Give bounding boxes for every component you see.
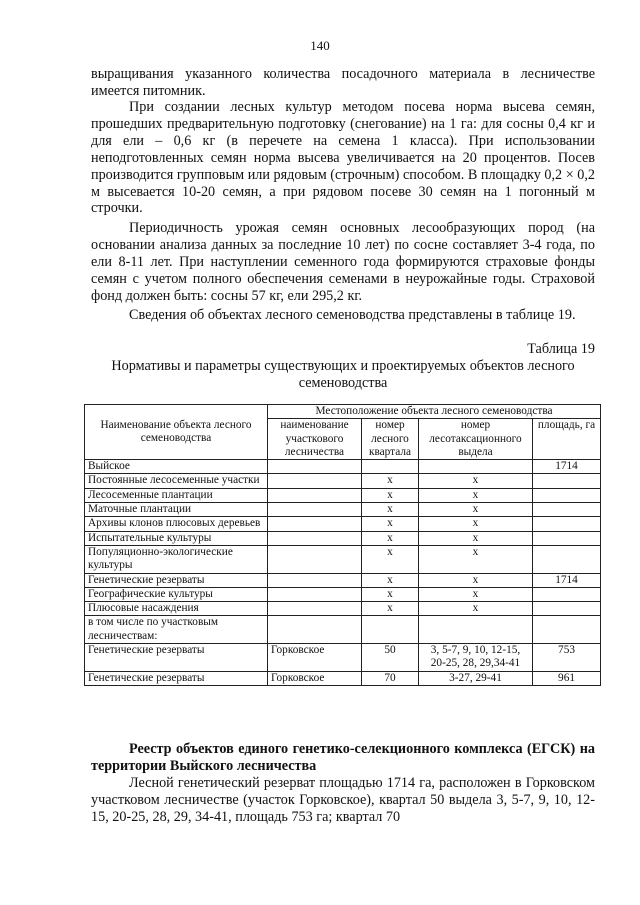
cell-forestry (268, 573, 362, 587)
cell-area: 1714 (533, 460, 601, 474)
paragraph-text: При создании лесных культур методом посева норма высева семян, прошедших предварительную подготовку (снегование) на 1 га: для сосны 0,4 кг и для ели – 0,6 кг (в перечете на семена 1 класса). При использовании неподготовленных семян норма высева увеличивается на 20 процентов. Посев производится групповым или рядовым (строчным) способом. В площадку 0,2 × 0,2 м высевается 10-20 семян, а при рядовом посеве 30 семян на 1 погонный м строчки. (91, 99, 595, 217)
cell-area (533, 517, 601, 531)
cell-area (533, 531, 601, 545)
cell-section: х (419, 573, 533, 587)
cell-section: х (419, 531, 533, 545)
cell-area (533, 503, 601, 517)
cell-section: 3-27, 29-41 (419, 671, 533, 685)
cell-quarter: 70 (362, 671, 419, 685)
table-row (85, 531, 601, 545)
cell-quarter: х (362, 602, 419, 616)
cell-name: Генетические резерваты (85, 671, 268, 685)
cell-section: х (419, 474, 533, 488)
table-row (85, 602, 601, 616)
cell-quarter: х (362, 545, 419, 573)
cell-quarter (362, 460, 419, 474)
cell-area (533, 602, 601, 616)
table-row (85, 517, 601, 531)
cell-quarter: х (362, 587, 419, 601)
paragraph-text: выращивания указанного количества посадочного материала в лесничестве имеется питомник. (91, 66, 595, 99)
paragraph-4 (91, 307, 595, 324)
cell-quarter: х (362, 503, 419, 517)
cell-forestry (268, 602, 362, 616)
table-row (85, 573, 601, 587)
cell-forestry (268, 503, 362, 517)
table-row (85, 545, 601, 573)
header-forestry: наименование участкового лесничества (268, 419, 362, 460)
cell-section: х (419, 488, 533, 502)
cell-forestry (268, 531, 362, 545)
cell-forestry (268, 488, 362, 502)
table-row (85, 671, 601, 685)
cell-quarter: х (362, 517, 419, 531)
cell-area (533, 474, 601, 488)
cell-name: Генетические резерваты (85, 573, 268, 587)
cell-name: Популяционно-экологические культуры (85, 545, 268, 573)
cell-name: Лесосеменные плантации (85, 488, 268, 502)
cell-forestry (268, 474, 362, 488)
paragraph-3 (91, 220, 595, 305)
cell-area: 753 (533, 644, 601, 672)
cell-forestry (268, 460, 362, 474)
cell-forestry (268, 587, 362, 601)
header-object-name: Наименование объекта лесного семеноводства (85, 405, 268, 460)
cell-forestry: Горковское (268, 671, 362, 685)
paragraph-5 (91, 775, 595, 826)
cell-section: х (419, 602, 533, 616)
paragraph-text: Периодичность урожая семян основных лесообразующих пород (на основании анализа данных за последние 10 лет) по сосне составляет 3-4 года, по ели 8-11 лет. При наступлении семенного года формируются страховые фонды семян с учетом полного обеспечения семенами в неурожайные годы. Страховой фонд должен быть: сосны 57 кг, ели 295,2 кг. (91, 220, 595, 304)
paragraph-text: Сведения об объектах лесного семеноводства представлены в таблице 19. (129, 307, 576, 323)
header-section: номер лесотаксационного выдела (419, 419, 533, 460)
cell-name: Географические культуры (85, 587, 268, 601)
cell-section (419, 460, 533, 474)
cell-name: Выйское (85, 460, 268, 474)
cell-section: х (419, 587, 533, 601)
registry-heading: Реестр объектов единого генетико-селекционного комплекса (ЕГСК) на территории Выйского лесничества (91, 741, 595, 774)
cell-quarter: х (362, 488, 419, 502)
cell-area: 961 (533, 671, 601, 685)
cell-area: 1714 (533, 573, 601, 587)
cell-section: 3, 5-7, 9, 10, 12-15, 20-25, 28, 29,34-41 (419, 644, 533, 672)
cell-section (419, 616, 533, 644)
header-location-group: Местоположение объекта лесного семеноводства (268, 405, 601, 419)
cell-area (533, 545, 601, 573)
cell-forestry (268, 517, 362, 531)
table-row (85, 503, 601, 517)
cell-quarter: х (362, 474, 419, 488)
cell-forestry: Горковское (268, 644, 362, 672)
cell-name: Испытательные культуры (85, 531, 268, 545)
cell-quarter: х (362, 531, 419, 545)
table-label: Таблица 19 (527, 341, 595, 357)
paragraph-1 (91, 66, 595, 100)
page-number: 140 (310, 38, 330, 53)
cell-name: Плюсовые насаждения (85, 602, 268, 616)
cell-area (533, 616, 601, 644)
cell-section: х (419, 517, 533, 531)
table-row (85, 587, 601, 601)
cell-forestry (268, 545, 362, 573)
cell-quarter (362, 616, 419, 644)
cell-name: Маточные плантации (85, 503, 268, 517)
table-row (85, 474, 601, 488)
cell-name: Генетические резерваты (85, 644, 268, 672)
cell-name: Постоянные лесосеменные участки (85, 474, 268, 488)
table-row (85, 644, 601, 672)
seed-objects-table (84, 404, 601, 686)
table-row (85, 616, 601, 644)
header-area: площадь, га (533, 419, 601, 460)
table-row (85, 460, 601, 474)
cell-section: х (419, 503, 533, 517)
cell-forestry (268, 616, 362, 644)
paragraph-text: Лесной генетический резерват площадью 1714 га, расположен в Горковском участковом лесничестве (участок Горковское), квартал 50 выдела 3, 5-7, 9, 10, 12-15, 20-25, 28, 29, 34-41, площадь 753 га; квартал 70 (91, 775, 595, 825)
cell-quarter: 50 (362, 644, 419, 672)
cell-area (533, 488, 601, 502)
cell-section: х (419, 545, 533, 573)
table-row (85, 488, 601, 502)
cell-quarter: х (362, 573, 419, 587)
paragraph-2 (91, 99, 595, 217)
cell-area (533, 587, 601, 601)
table-title: Нормативы и параметры существующих и проектируемых объектов лесного семеноводства (111, 358, 575, 391)
header-quarter: номер лесного квартала (362, 419, 419, 460)
cell-name: Архивы клонов плюсовых деревьев (85, 517, 268, 531)
cell-name: в том числе по участковым лесничествам: (85, 616, 268, 644)
